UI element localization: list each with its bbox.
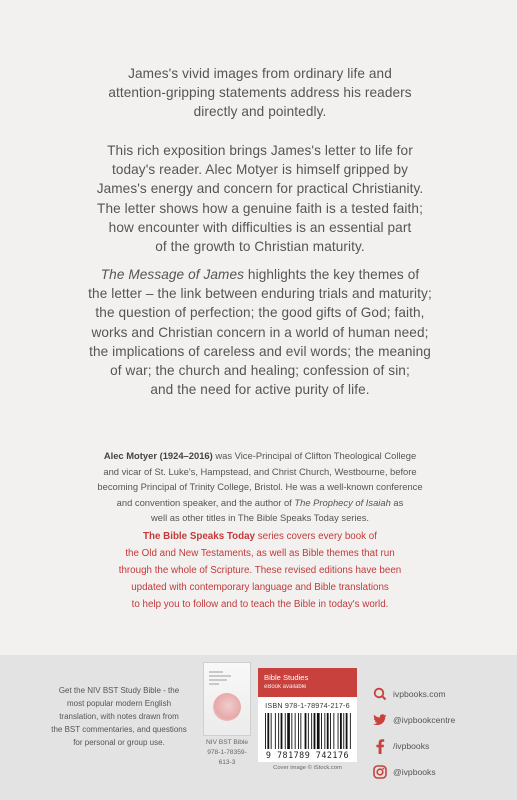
author-name: Alec Motyer (1924–2016) (103, 450, 213, 461)
blurb-line: This rich exposition brings James's letter to life for (107, 143, 413, 158)
barcode-digits: 9 781789 742176 (265, 750, 350, 760)
social-facebook[interactable] (372, 736, 502, 756)
social-website[interactable] (372, 684, 502, 704)
isbn-box (258, 668, 357, 771)
series-text: series covers every book of (255, 531, 377, 542)
author-text: and convention speaker, and the author of (116, 496, 295, 508)
twitter-icon (372, 712, 388, 728)
social-label: /ivpbooks (393, 741, 430, 751)
social-twitter[interactable] (372, 710, 502, 730)
blurb-line: and the need for active purity of life. (150, 382, 370, 398)
ebook-label: eBook available (264, 684, 307, 690)
blurb-line: directly and pointedly. (193, 104, 327, 120)
cover-credit: Cover image © iStock.com (273, 765, 342, 771)
blurb-text: highlights the key themes of (244, 267, 420, 282)
barcode-image (264, 713, 352, 749)
blurb-line: today's reader. Alec Motyer is himself gripped by (111, 162, 409, 178)
author-text: as (390, 496, 404, 508)
isbn-label: ISBN 978-1-78974-217-6 (265, 701, 350, 710)
blurb-line: James's energy and concern for practical Christianity. (96, 181, 424, 197)
series-line (60, 528, 460, 545)
book-title: The Message of James (100, 267, 245, 282)
instagram-icon (372, 764, 388, 780)
book-caption-isbn: 978-1-78359-613-3 (207, 749, 247, 766)
blurb-line (50, 265, 470, 284)
series-name: The Bible Speaks Today (143, 531, 255, 542)
blurb-line: the implications of careless and evil words; the meaning (89, 343, 431, 359)
series-description (60, 528, 460, 613)
book-caption (201, 738, 253, 768)
promo-line: translation, with notes drawn from (59, 712, 179, 721)
series-line: to help you to follow and to teach the Bible in today's world. (131, 599, 389, 610)
social-label: ivpbooks.com (393, 689, 446, 699)
cover-text-bars (209, 671, 231, 687)
blurb-line: The letter shows how a genuine faith is a tested faith; (97, 200, 423, 216)
promo-line: the BST commentaries, and questions (51, 725, 187, 734)
cover-artwork (213, 693, 241, 721)
blurb-line: the question of perfection; the good gifts of God; faith, (95, 305, 425, 321)
promo-line: for personal or group use. (73, 738, 165, 747)
study-bible-promo (38, 684, 200, 749)
blurb-line: of the growth to Christian maturity. (155, 239, 365, 255)
author-line: and vicar of St. Luke's, Hampstead, and Christ Church, Westbourne, before (103, 465, 417, 477)
book-caption-title: NIV BST Bible (205, 739, 249, 746)
category-label: Bible Studies (264, 673, 309, 682)
blurb-line: James's vivid images from ordinary life and (128, 66, 392, 81)
social-label: @ivpbookcentre (393, 715, 456, 725)
promo-line: Get the NIV BST Study Bible - the (58, 686, 180, 695)
author-book-title: The Prophecy of Isaiah (294, 496, 391, 508)
social-links (372, 684, 502, 788)
series-line: updated with contemporary language and Bible translations (131, 582, 389, 593)
blurb-paragraph-themes (50, 265, 470, 399)
author-line: becoming Principal of Trinity College, Bristol. He was a well-known conference (97, 481, 423, 493)
blurb-paragraph-intro (50, 64, 470, 122)
blurb-line: how encounter with difficulties is an essential part (108, 219, 412, 235)
barcode-panel (258, 697, 357, 762)
blurb-line: works and Christian concern in a world of human need; (91, 324, 429, 340)
author-text: was Vice-Principal of Clifton Theological College (212, 450, 417, 461)
social-label: @ivpbooks (393, 767, 436, 777)
author-bio (80, 448, 440, 526)
blurb-line: of war; the church and healing; confession of sin; (110, 363, 410, 379)
search-icon (372, 686, 388, 702)
series-line: through the whole of Scripture. These revised editions have been (118, 565, 402, 576)
author-line (80, 495, 440, 511)
author-line (80, 448, 440, 464)
blurb-paragraph-exposition (50, 141, 470, 256)
category-banner (258, 668, 357, 697)
study-bible-thumbnail (201, 662, 253, 768)
social-instagram[interactable] (372, 762, 502, 782)
facebook-icon (372, 738, 388, 754)
book-cover-image (203, 662, 251, 736)
blurb-line: the letter – the link between enduring trials and maturity; (88, 286, 432, 302)
blurb-line: attention-gripping statements address his readers (108, 85, 412, 101)
author-line: well as other titles in The Bible Speaks Today series. (151, 512, 369, 524)
series-line: the Old and New Testaments, as well as Bible themes that run (125, 548, 395, 559)
promo-line: most popular modern English (66, 699, 172, 708)
